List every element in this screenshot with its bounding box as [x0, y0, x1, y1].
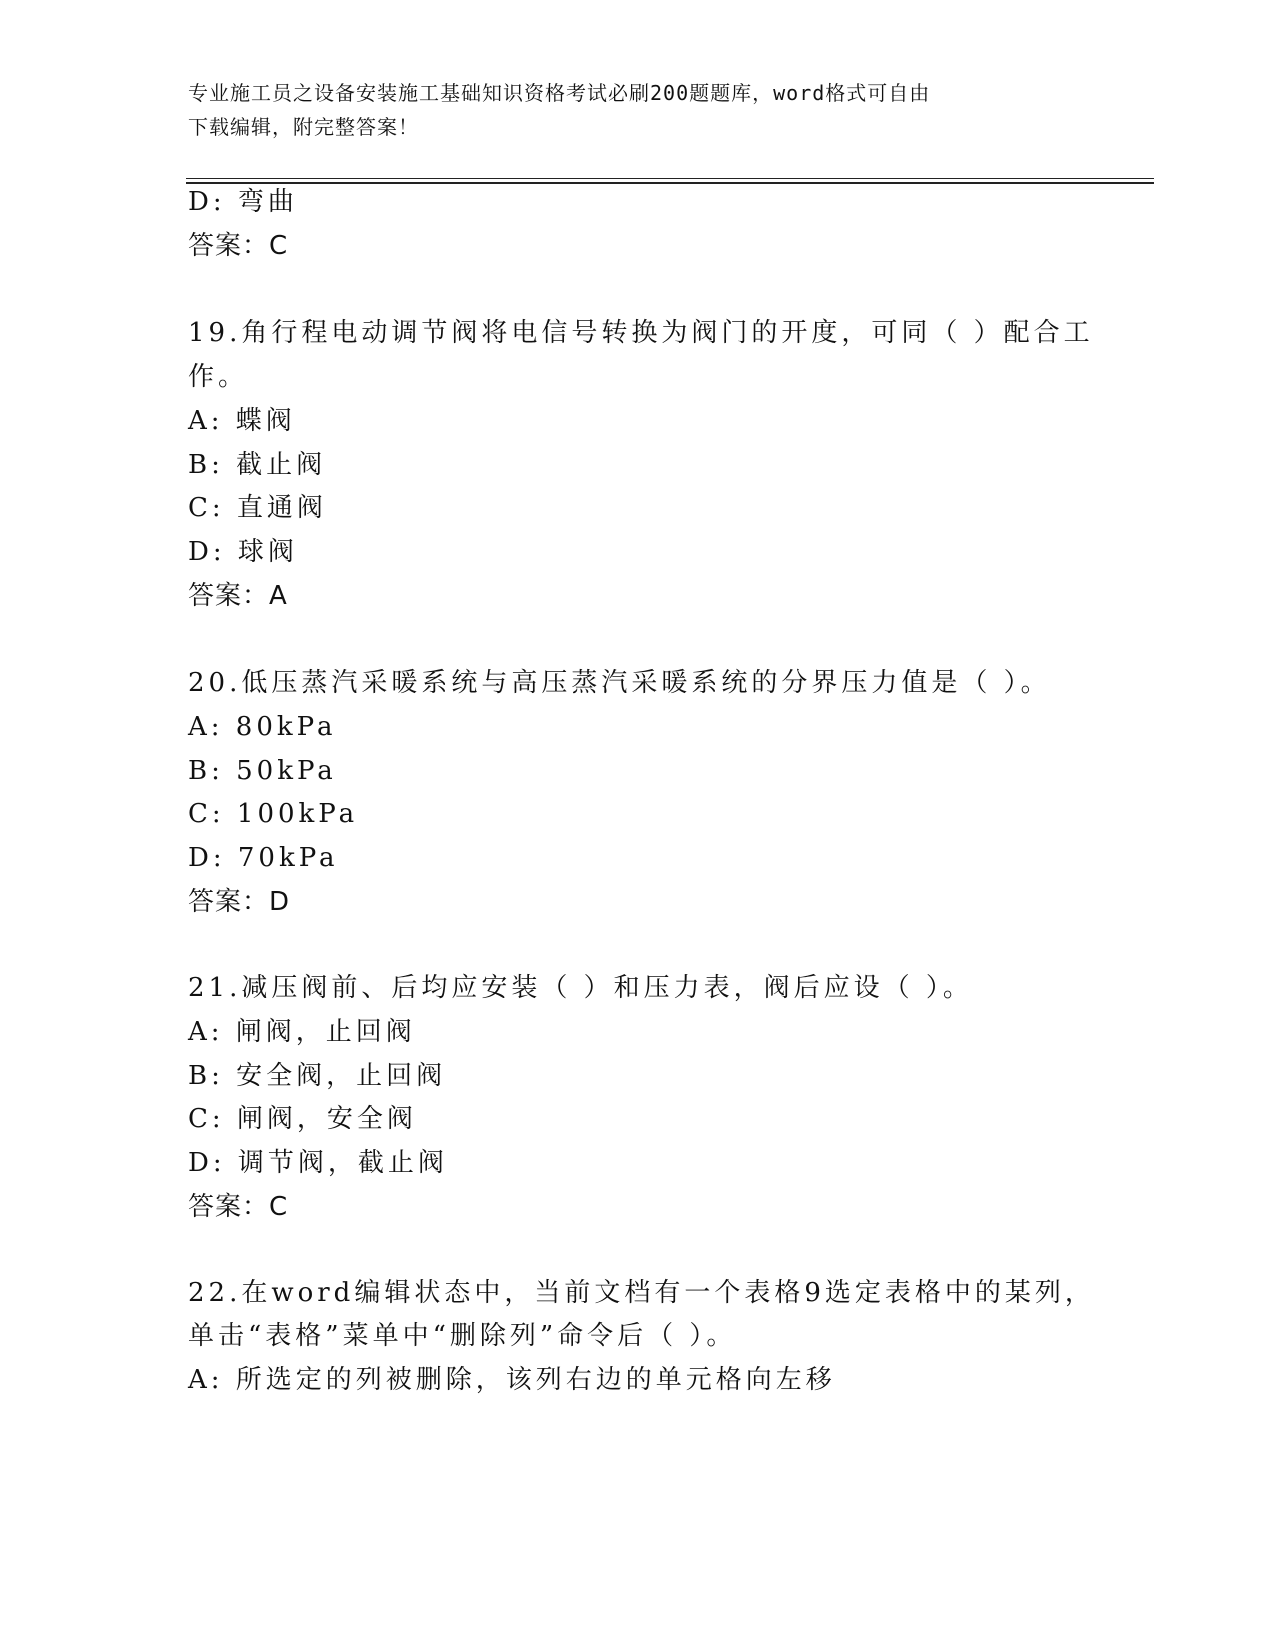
q21-stem: 21.减压阀前、后均应安装（ ）和压力表，阀后应设（ ）。: [188, 973, 973, 1003]
q18-answer: 答案：C: [188, 231, 289, 261]
header-line-2: 下载编辑，附完整答案！: [188, 115, 419, 139]
q19-option-d: D: 球阀: [188, 537, 298, 567]
q18-option-d: D: 弯曲: [188, 187, 298, 217]
q20-stem: 20.低压蒸汽采暖系统与高压蒸汽采暖系统的分界压力值是（ ）。: [188, 668, 1051, 698]
q19-stem-line-2: 作。: [188, 362, 249, 392]
document-header: [188, 76, 1068, 144]
q21-answer: 答案：C: [188, 1192, 289, 1222]
q19-answer: 答案：A: [188, 581, 288, 611]
q20-option-d: D: 70kPa: [188, 843, 339, 873]
header-line-1: 专业施工员之设备安装施工基础知识资格考试必刷200题题库，word格式可自由: [188, 81, 931, 105]
q22-stem-line-2: 单击“表格”菜单中“删除列”命令后（ ）。: [188, 1321, 737, 1351]
q20-option-a: A: 80kPa: [188, 712, 337, 742]
q19-option-c: C: 直通阀: [188, 493, 327, 523]
q22-option-a: A: 所选定的列被删除，该列右边的单元格向左移: [188, 1365, 836, 1395]
q21-option-b: B: 安全阀，止回阀: [188, 1061, 447, 1091]
q21-option-a: A: 闸阀，止回阀: [188, 1017, 416, 1047]
q19-option-b: B: 截止阀: [188, 450, 327, 480]
q21-option-c: C: 闸阀，安全阀: [188, 1104, 417, 1134]
q22-stem-line-1: 22.在word编辑状态中，当前文档有一个表格9选定表格中的某列，: [188, 1278, 1095, 1308]
q20-option-b: B: 50kPa: [188, 756, 337, 786]
q20-option-c: C: 100kPa: [188, 799, 359, 829]
q21-option-d: D: 调节阀，截止阀: [188, 1148, 448, 1178]
header-divider-thick: [186, 182, 1154, 184]
q19-stem-line-1: 19.角行程电动调节阀将电信号转换为阀门的开度，可同（ ）配合工: [188, 318, 1094, 348]
header-divider-thin: [186, 178, 1154, 179]
q19-option-a: A: 蝶阀: [188, 406, 296, 436]
q20-answer: 答案：D: [188, 887, 291, 917]
